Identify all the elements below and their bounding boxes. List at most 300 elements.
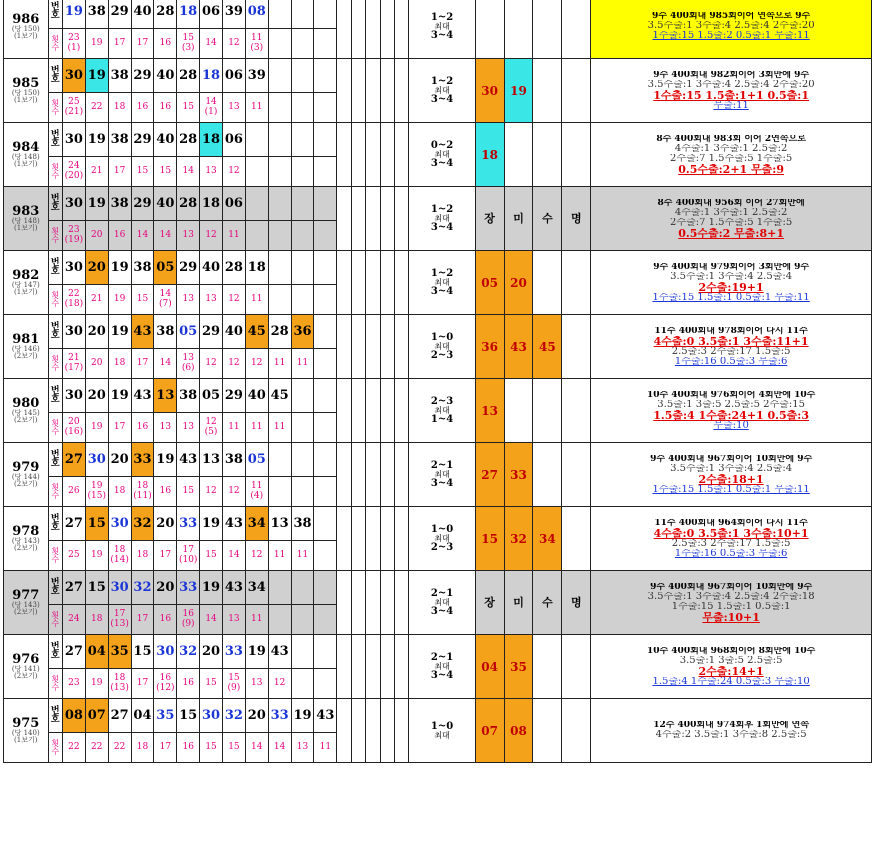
- round-number: 977: [12, 588, 40, 603]
- empty-cell: [395, 635, 409, 699]
- count-cell: 13: [245, 669, 268, 699]
- count-cell: [314, 93, 337, 123]
- empty-cell: [351, 571, 365, 635]
- round-sub1: (당 140): [11, 729, 40, 737]
- empty-cell: [366, 699, 380, 763]
- row-top: [4, 315, 872, 349]
- count-cell: 18 (11): [131, 477, 154, 507]
- number-cell: 32: [131, 571, 154, 605]
- note-line: 2수출:7 1.5수출:5 1수출:5: [670, 217, 793, 228]
- round-sub2: (2보기): [14, 608, 38, 616]
- empty-cell: [395, 315, 409, 379]
- round-cell: [4, 635, 49, 699]
- count-cell: 15: [222, 733, 245, 763]
- empty-cell: [351, 0, 365, 59]
- count-cell: 17: [131, 349, 154, 379]
- note-line: 2수출:18+1: [698, 473, 764, 485]
- count-cell: [314, 285, 337, 315]
- round-cell: [4, 59, 49, 123]
- empty-cell: [337, 187, 351, 251]
- count-cell: 11: [291, 349, 314, 379]
- empty-cell: [337, 379, 351, 443]
- empty-cell: [380, 635, 394, 699]
- note-line: 9수 400회내 985회이어 연속으로 9수: [651, 12, 811, 21]
- number-cell: 13: [268, 507, 291, 541]
- number-cell: 40: [131, 0, 154, 29]
- highlight-cell: [533, 635, 562, 699]
- highlight-cell: 미: [504, 571, 533, 635]
- round-number: 979: [12, 460, 40, 475]
- note-line: 3.5출:1 3출:5 2.5출:5 2수출:15: [657, 399, 805, 410]
- number-cell: 38: [108, 123, 131, 157]
- empty-cell: [380, 251, 394, 315]
- number-cell: [291, 251, 314, 285]
- count-cell: 19: [85, 413, 108, 443]
- hit-range-line: 1~0: [430, 523, 454, 535]
- highlight-cell: 13: [475, 379, 504, 443]
- hit-range-line: 3~4: [430, 157, 454, 169]
- count-cell: 15 (9): [222, 669, 245, 699]
- number-cell: 27: [62, 571, 85, 605]
- number-cell: 04: [85, 635, 108, 669]
- empty-cell: [395, 123, 409, 187]
- hit-range-line: 0~2: [430, 139, 454, 151]
- count-cell: [314, 221, 337, 251]
- number-cell: 06: [222, 123, 245, 157]
- count-cell: 18: [131, 541, 154, 571]
- hit-range-cell: [409, 443, 475, 507]
- number-cell: 33: [177, 571, 200, 605]
- label-cnt: 횟수: [48, 285, 62, 315]
- count-cell: 17: [131, 29, 154, 59]
- count-cell: 11: [245, 285, 268, 315]
- note-cell: [591, 635, 872, 699]
- number-cell: 43: [268, 635, 291, 669]
- label-num: 번호: [48, 571, 62, 605]
- round-number: 980: [12, 396, 40, 411]
- count-cell: 13: [291, 733, 314, 763]
- number-cell: 43: [131, 315, 154, 349]
- count-cell: [314, 669, 337, 699]
- empty-cell: [351, 187, 365, 251]
- count-cell: 15: [131, 157, 154, 187]
- number-cell: [314, 443, 337, 477]
- note-line: 9수 400회내 967회이어 10회만에 9수: [650, 454, 813, 464]
- note-cell: [591, 699, 872, 763]
- empty-cell: [366, 571, 380, 635]
- count-cell: [268, 29, 291, 59]
- number-cell: 38: [108, 59, 131, 93]
- hit-range-line: 최대: [434, 597, 450, 607]
- number-cell: 30: [62, 187, 85, 221]
- highlight-cell: 장: [475, 187, 504, 251]
- note-cell: [591, 59, 872, 123]
- highlight-cell: [533, 443, 562, 507]
- note-line: 10수 400회내 976회이어 4회만에 10수: [646, 390, 816, 400]
- number-cell: 15: [131, 635, 154, 669]
- round-number: 975: [12, 716, 40, 731]
- count-cell: 17: [131, 605, 154, 635]
- empty-cell: [366, 507, 380, 571]
- round-cell: [4, 315, 49, 379]
- count-cell: 16 (9): [177, 605, 200, 635]
- round-number: 976: [12, 652, 40, 667]
- number-cell: 34: [245, 571, 268, 605]
- highlight-cell: 32: [504, 507, 533, 571]
- count-cell: 16: [154, 93, 177, 123]
- count-cell: 14: [268, 733, 291, 763]
- empty-cell: [337, 699, 351, 763]
- count-cell: 21: [85, 157, 108, 187]
- empty-cell: [366, 187, 380, 251]
- round-sub2: (2보기): [14, 544, 38, 552]
- count-cell: 13: [177, 285, 200, 315]
- hit-range-cell: [409, 251, 475, 315]
- round-sub1: (당 148): [11, 153, 40, 161]
- hit-range-line: 최대: [434, 277, 450, 287]
- highlight-cell: 20: [504, 251, 533, 315]
- number-cell: 33: [268, 699, 291, 733]
- count-cell: 20 (16): [62, 413, 85, 443]
- highlight-cell: [562, 59, 591, 123]
- number-cell: 28: [154, 0, 177, 29]
- count-cell: 11: [245, 605, 268, 635]
- hit-range-cell: [409, 571, 475, 635]
- round-sub1: (당 145): [11, 409, 40, 417]
- count-cell: 19: [108, 285, 131, 315]
- round-number: 985: [12, 76, 40, 91]
- note-cell: [591, 571, 872, 635]
- round-sub2: (1보기): [14, 96, 38, 104]
- empty-cell: [337, 251, 351, 315]
- count-cell: 15: [177, 477, 200, 507]
- note-line: 9수 400회내 967회이어 10회만에 9수: [650, 582, 813, 592]
- count-cell: 25: [62, 541, 85, 571]
- note-cell: [591, 251, 872, 315]
- round-number: 983: [12, 204, 40, 219]
- highlight-cell: 36: [475, 315, 504, 379]
- note-line: 8수 400회내 983회 이어 2연속으로: [656, 134, 806, 144]
- highlight-cell: [504, 379, 533, 443]
- number-cell: 28: [177, 59, 200, 93]
- note-line: 무출:11: [713, 100, 749, 111]
- number-cell: 08: [245, 0, 268, 29]
- highlight-cell: 장: [475, 571, 504, 635]
- note-cell: [591, 507, 872, 571]
- count-cell: 11: [268, 413, 291, 443]
- note-line: 2수출:14+1: [698, 665, 764, 677]
- number-cell: 43: [222, 571, 245, 605]
- count-cell: 13: [222, 605, 245, 635]
- empty-cell: [380, 507, 394, 571]
- number-cell: 38: [108, 187, 131, 221]
- note-line: 4수출:0 3.5출:1 3수출:10+1: [653, 527, 809, 539]
- number-cell: 40: [200, 251, 223, 285]
- empty-cell: [366, 0, 380, 59]
- label-num: 번호: [48, 635, 62, 669]
- count-cell: 16: [108, 221, 131, 251]
- round-sub1: (당 147): [11, 281, 40, 289]
- count-cell: 19 (15): [85, 477, 108, 507]
- number-cell: 20: [154, 571, 177, 605]
- highlight-cell: [562, 699, 591, 763]
- empty-cell: [380, 123, 394, 187]
- round-number: 982: [12, 268, 40, 283]
- count-cell: 13: [200, 285, 223, 315]
- highlight-cell: 30: [475, 59, 504, 123]
- number-cell: 18: [245, 251, 268, 285]
- count-cell: 17: [154, 733, 177, 763]
- empty-cell: [337, 635, 351, 699]
- number-cell: 32: [222, 699, 245, 733]
- number-cell: 20: [108, 443, 131, 477]
- hit-range-line: 1~2: [430, 75, 454, 87]
- count-cell: 16: [131, 93, 154, 123]
- empty-cell: [337, 443, 351, 507]
- round-cell: [4, 251, 49, 315]
- empty-cell: [395, 251, 409, 315]
- hit-range-line: 최대: [434, 730, 450, 740]
- count-cell: 19: [85, 669, 108, 699]
- round-cell: [4, 699, 49, 763]
- note-line: 1수출:16 0.5출:3 무출:6: [674, 548, 788, 559]
- hit-range-line: 최대: [434, 533, 450, 543]
- note-line: 3.5수출:1 3수출:4 2.5출:4 2수출:20: [647, 79, 815, 90]
- count-cell: [268, 157, 291, 187]
- number-cell: 27: [108, 699, 131, 733]
- count-cell: 12: [200, 477, 223, 507]
- highlight-cell: [504, 123, 533, 187]
- number-cell: 40: [154, 123, 177, 157]
- label-cnt: 횟수: [48, 605, 62, 635]
- highlight-cell: [562, 379, 591, 443]
- count-cell: 22: [85, 93, 108, 123]
- number-cell: 05: [200, 379, 223, 413]
- highlight-cell: [562, 635, 591, 699]
- number-cell: 30: [108, 571, 131, 605]
- hit-range-line: 최대: [434, 213, 450, 223]
- note-line: 3.5수출:1 3수출:4 2.5출:4: [670, 463, 793, 474]
- empty-cell: [380, 571, 394, 635]
- label-cnt: 횟수: [48, 413, 62, 443]
- number-cell: 18: [200, 187, 223, 221]
- empty-cell: [351, 315, 365, 379]
- empty-cell: [395, 571, 409, 635]
- count-cell: 12: [222, 29, 245, 59]
- number-cell: 38: [177, 379, 200, 413]
- count-cell: 25 (21): [62, 93, 85, 123]
- count-cell: [314, 157, 337, 187]
- number-cell: 40: [154, 187, 177, 221]
- note-line: 1수출:15 1.5출:1 0.5출:1 무출:11: [652, 484, 810, 495]
- highlight-cell: 34: [533, 507, 562, 571]
- hit-range-line: 2~1: [430, 459, 454, 471]
- note-line: 4수출:0 3.5출:1 3수출:11+1: [653, 335, 809, 347]
- highlight-cell: 15: [475, 507, 504, 571]
- number-cell: 19: [85, 59, 108, 93]
- highlight-cell: 45: [533, 315, 562, 379]
- number-cell: 05: [245, 443, 268, 477]
- number-cell: [291, 187, 314, 221]
- number-cell: 45: [268, 379, 291, 413]
- number-cell: 27: [62, 635, 85, 669]
- number-cell: 30: [200, 699, 223, 733]
- number-cell: 19: [62, 0, 85, 29]
- empty-cell: [366, 379, 380, 443]
- count-cell: 15: [154, 157, 177, 187]
- number-cell: 34: [245, 507, 268, 541]
- empty-cell: [395, 0, 409, 59]
- hit-range-line: 3~4: [430, 29, 454, 41]
- round-number: 981: [12, 332, 40, 347]
- highlight-cell: [533, 251, 562, 315]
- count-cell: 14: [177, 157, 200, 187]
- number-cell: 33: [222, 635, 245, 669]
- highlight-cell: 04: [475, 635, 504, 699]
- note-cell: [591, 123, 872, 187]
- row-top: [4, 635, 872, 669]
- count-cell: 13: [222, 93, 245, 123]
- empty-cell: [380, 0, 394, 59]
- count-cell: 11 (4): [245, 477, 268, 507]
- note-line: 3.5수출:1 3수출:4 2.5출:4 2수출:20: [647, 21, 815, 31]
- count-cell: 18: [85, 605, 108, 635]
- number-cell: 29: [131, 59, 154, 93]
- empty-cell: [337, 59, 351, 123]
- count-cell: 19: [85, 541, 108, 571]
- number-cell: 06: [222, 59, 245, 93]
- empty-cell: [395, 507, 409, 571]
- number-cell: 40: [154, 59, 177, 93]
- number-cell: [314, 379, 337, 413]
- label-num: 번호: [48, 123, 62, 157]
- hit-range-cell: [409, 635, 475, 699]
- note-line: 1수출:15 1.5출:1 0.5출:1: [671, 601, 791, 612]
- label-num: 번호: [48, 699, 62, 733]
- number-cell: [245, 187, 268, 221]
- number-cell: [291, 443, 314, 477]
- count-cell: 11: [245, 93, 268, 123]
- number-cell: 30: [62, 123, 85, 157]
- highlight-cell: 07: [475, 699, 504, 763]
- number-cell: 28: [268, 315, 291, 349]
- label-num: 번호: [48, 187, 62, 221]
- label-num: 번호: [48, 507, 62, 541]
- number-cell: 20: [154, 507, 177, 541]
- label-num: 번호: [48, 443, 62, 477]
- count-cell: 11: [291, 541, 314, 571]
- hit-range-line: 최대: [434, 405, 450, 415]
- hit-range-cell: [409, 699, 475, 763]
- number-cell: 29: [131, 123, 154, 157]
- hit-range-line: 3~4: [430, 93, 454, 105]
- count-cell: 15: [200, 733, 223, 763]
- count-cell: 23 (1): [62, 29, 85, 59]
- hit-range-line: 1~4: [430, 413, 454, 425]
- count-cell: 20: [85, 349, 108, 379]
- round-cell: [4, 123, 49, 187]
- hit-range-line: 1~2: [430, 203, 454, 215]
- label-num: 번호: [48, 59, 62, 93]
- hit-range-line: 3~4: [430, 605, 454, 617]
- number-cell: 36: [291, 315, 314, 349]
- count-cell: 22: [85, 733, 108, 763]
- round-sub1: (당 150): [11, 89, 40, 97]
- round-sub1: (당 143): [11, 537, 40, 545]
- note-cell: [591, 379, 872, 443]
- count-cell: 12 (5): [200, 413, 223, 443]
- label-cnt: 횟수: [48, 349, 62, 379]
- number-cell: [314, 123, 337, 157]
- hit-range-cell: [409, 507, 475, 571]
- hit-range-line: 최대: [434, 85, 450, 95]
- count-cell: 13: [177, 413, 200, 443]
- note-line: 1수출:15 1.5출:2 0.5출:1 무출:11: [652, 31, 810, 41]
- hit-range-cell: [409, 123, 475, 187]
- number-cell: 35: [108, 635, 131, 669]
- empty-cell: [395, 443, 409, 507]
- number-cell: [314, 59, 337, 93]
- highlight-cell: [562, 251, 591, 315]
- number-cell: 40: [222, 315, 245, 349]
- count-cell: 18 (13): [108, 669, 131, 699]
- highlight-cell: [533, 379, 562, 443]
- note-line: 무출:10+1: [702, 611, 760, 623]
- count-cell: 14: [154, 221, 177, 251]
- row-top: [4, 59, 872, 93]
- number-cell: [268, 123, 291, 157]
- empty-cell: [380, 59, 394, 123]
- highlight-cell: [533, 0, 562, 59]
- note-line: 1.5출:4 1수출:24 0.5출:3 무출:10: [652, 676, 810, 687]
- number-cell: [291, 0, 314, 29]
- count-cell: 12: [245, 541, 268, 571]
- count-cell: 12: [222, 349, 245, 379]
- highlight-cell: 35: [504, 635, 533, 699]
- count-cell: [291, 605, 314, 635]
- highlight-cell: [533, 123, 562, 187]
- label-cnt: 횟수: [48, 477, 62, 507]
- number-cell: 05: [177, 315, 200, 349]
- number-cell: 39: [222, 0, 245, 29]
- number-cell: 29: [108, 0, 131, 29]
- label-cnt: 횟수: [48, 157, 62, 187]
- number-cell: 19: [108, 251, 131, 285]
- count-cell: 22: [62, 733, 85, 763]
- number-cell: 19: [200, 507, 223, 541]
- count-cell: 18: [108, 93, 131, 123]
- count-cell: 16: [177, 733, 200, 763]
- empty-cell: [351, 59, 365, 123]
- count-cell: [268, 477, 291, 507]
- number-cell: [268, 443, 291, 477]
- round-sub2: (1보기): [14, 736, 38, 744]
- count-cell: [314, 29, 337, 59]
- count-cell: 14 (7): [154, 285, 177, 315]
- count-cell: [268, 285, 291, 315]
- count-cell: 14: [245, 733, 268, 763]
- note-line: 3.5수출:1 3수출:4 2.5출:4: [670, 271, 793, 282]
- hit-range-line: 최대: [434, 21, 450, 31]
- hit-range-cell: [409, 59, 475, 123]
- number-cell: 29: [200, 315, 223, 349]
- hit-range-line: 3~4: [430, 221, 454, 233]
- number-cell: [291, 379, 314, 413]
- note-line: 10수 400회내 968회이어 8회만에 10수: [646, 646, 816, 656]
- count-cell: 14: [131, 221, 154, 251]
- number-cell: 30: [62, 379, 85, 413]
- number-cell: 30: [62, 59, 85, 93]
